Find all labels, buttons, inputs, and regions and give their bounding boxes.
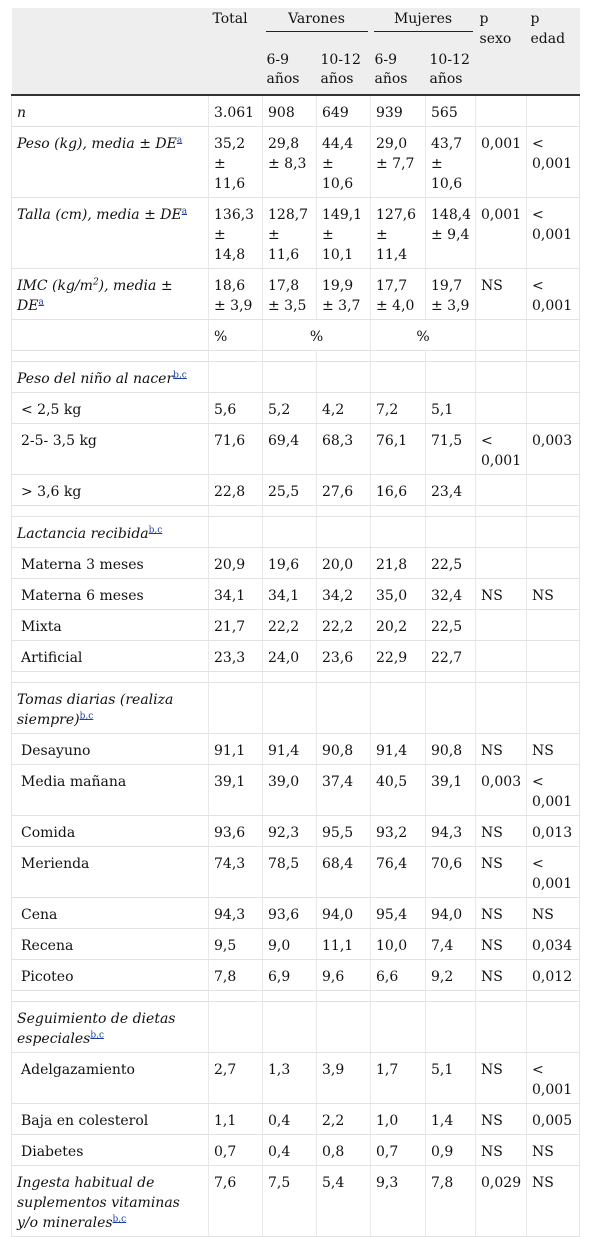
cell-total: 20,9 [209,548,263,579]
row-label: Ingesta habitual de suplementos vitaminas y/o minerales$^{b,c}$ [12,1166,209,1237]
cell-p-edad: NS [527,1166,580,1237]
row-label [12,320,209,351]
cell-total: 9,5 [209,929,263,960]
cell-varones-6-9: 1,3 [263,1053,317,1104]
cell-p-sexo: 0,029 [476,1166,527,1237]
cell-p-edad [527,548,580,579]
row-label: n [12,95,209,127]
cell-p-edad [527,95,580,127]
cell-p-edad [527,610,580,641]
cell-mujeres-10-12: 9,2 [426,960,476,991]
cell-varones-6-9: 7,5 [263,1166,317,1237]
cell-total: 5,6 [209,393,263,424]
row-label: > 3,6 kg [12,475,209,506]
cell-mujeres-6-9: 95,4 [371,898,426,929]
table-row [12,734,580,765]
cell-p-edad: NS [527,579,580,610]
cell-mujeres-10-12: 7,8 [426,1166,476,1237]
table-header [12,8,580,95]
cell-varones-6-9: 69,4 [263,424,317,475]
cell-total: 3.061 [209,95,263,127]
cell-total: 91,1 [209,734,263,765]
cell-varones-6-9: 25,5 [263,475,317,506]
cell-total: 136,3 ± 14,8 [209,198,263,269]
cell-mujeres-6-9: 40,5 [371,765,426,816]
spacer-row [12,672,580,683]
header-mujeres-6-9: 6-9 años [371,49,426,95]
table-row [12,95,580,127]
data-table [11,8,580,1237]
cell-varones-6-9: 92,3 [263,816,317,847]
cell-p-edad: 0,005 [527,1104,580,1135]
row-label: Media mañana [12,765,209,816]
cell-mujeres-10-12: 22,5 [426,610,476,641]
cell-mujeres-10-12: 90,8 [426,734,476,765]
spacer-row [12,506,580,517]
cell-pct-varones: % [263,320,371,351]
footnote-link[interactable]: a [181,206,188,217]
cell-varones-6-9: 128,7 ± 11,6 [263,198,317,269]
cell-mujeres-6-9: 22,9 [371,641,426,672]
cell-mujeres-10-12: 0,9 [426,1135,476,1166]
cell-total: 0,7 [209,1135,263,1166]
footnote-link[interactable]: a [176,135,183,146]
cell-varones-10-12: 44,4 ± 10,6 [317,127,371,198]
cell-varones-10-12: 5,4 [317,1166,371,1237]
cell-total: 35,2 ± 11,6 [209,127,263,198]
table-row [12,816,580,847]
cell-p-sexo: 0,001 [476,127,527,198]
row-label: Comida [12,816,209,847]
cell-pct-total: % [209,320,263,351]
cell-mujeres-6-9: 9,3 [371,1166,426,1237]
percent-row [12,320,580,351]
header-mujeres: Mujeres [371,8,476,49]
cell-p-edad [527,320,580,351]
row-label: Materna 3 meses [12,548,209,579]
cell-mujeres-10-12: 19,7 ± 3,9 [426,269,476,320]
cell-mujeres-6-9: 1,0 [371,1104,426,1135]
cell-mujeres-6-9: 7,2 [371,393,426,424]
cell-varones-10-12: 37,4 [317,765,371,816]
table-row [12,641,580,672]
row-label: Artificial [12,641,209,672]
cell-total: 39,1 [209,765,263,816]
cell-mujeres-6-9: 20,2 [371,610,426,641]
cell-mujeres-10-12: 148,4 ± 9,4 [426,198,476,269]
spacer-row [12,991,580,1002]
cell-total: 21,7 [209,610,263,641]
section-header-row [12,362,580,393]
cell-varones-6-9: 908 [263,95,317,127]
cell-total: 22,8 [209,475,263,506]
cell-mujeres-6-9: 16,6 [371,475,426,506]
table-row [12,929,580,960]
section-title: Lactancia recibida$^{b,c}$ [12,517,209,548]
cell-p-sexo: NS [476,734,527,765]
header-varones-6-9: 6-9 años [263,49,317,95]
cell-p-edad: < 0,001 [527,127,580,198]
cell-p-sexo [476,475,527,506]
spacer-row [12,351,580,362]
cell-varones-10-12: 94,0 [317,898,371,929]
cell-mujeres-10-12: 22,7 [426,641,476,672]
footnote-link[interactable]: b,c [79,711,94,722]
footnote-link[interactable]: a [38,297,44,308]
cell-varones-6-9: 9,0 [263,929,317,960]
cell-varones-6-9: 17,8 ± 3,5 [263,269,317,320]
cell-total: 7,8 [209,960,263,991]
cell-p-edad [527,641,580,672]
cell-p-edad: < 0,001 [527,198,580,269]
cell-total: 94,3 [209,898,263,929]
cell-mujeres-10-12: 32,4 [426,579,476,610]
row-label: Peso (kg), media ± $DE^a$ [12,127,209,198]
cell-varones-10-12: 649 [317,95,371,127]
cell-p-edad: 0,003 [527,424,580,475]
table-row [12,1104,580,1135]
header-total-sub [209,49,263,95]
row-label: Cena [12,898,209,929]
section-header-row [12,683,580,734]
cell-mujeres-6-9: 939 [371,95,426,127]
section-title: Peso del niño al nacer$^{b,c}$ [12,362,209,393]
cell-total: 74,3 [209,847,263,898]
cell-mujeres-6-9: 21,8 [371,548,426,579]
cell-pct-mujeres: % [371,320,476,351]
header-p-sexo-sub [476,49,527,95]
cell-varones-10-12: 68,4 [317,847,371,898]
cell-mujeres-10-12: 5,1 [426,393,476,424]
header-mujeres-10-12: 10-12 años [426,49,476,95]
cell-mujeres-6-9: 76,1 [371,424,426,475]
header-p-sexo: p sexo [476,8,527,49]
header-empty-cell [12,8,209,95]
row-label: Desayuno [12,734,209,765]
cell-mujeres-6-9: 6,6 [371,960,426,991]
table-row [12,898,580,929]
row-label: Materna 6 meses [12,579,209,610]
cell-mujeres-10-12: 5,1 [426,1053,476,1104]
cell-p-sexo: NS [476,579,527,610]
cell-mujeres-10-12: 70,6 [426,847,476,898]
cell-total: 2,7 [209,1053,263,1104]
row-label: 2-5- 3,5 kg [12,424,209,475]
cell-mujeres-10-12: 22,5 [426,548,476,579]
cell-p-sexo: NS [476,929,527,960]
cell-varones-6-9: 6,9 [263,960,317,991]
header-p-edad-sub [527,49,580,95]
table-row [12,548,580,579]
cell-varones-6-9: 19,6 [263,548,317,579]
row-label: Adelgazamiento [12,1053,209,1104]
cell-mujeres-6-9: 91,4 [371,734,426,765]
cell-p-sexo: 0,001 [476,198,527,269]
cell-p-edad: < 0,001 [527,765,580,816]
cell-p-sexo [476,393,527,424]
cell-p-sexo: < 0,001 [476,424,527,475]
cell-varones-6-9: 5,2 [263,393,317,424]
table-row [12,1135,580,1166]
cell-mujeres-10-12: 94,0 [426,898,476,929]
row-label: Talla (cm), media ± $DE^a$ [12,198,209,269]
table-row [12,847,580,898]
cell-p-sexo [476,641,527,672]
cell-varones-10-12: 22,2 [317,610,371,641]
cell-p-edad [527,393,580,424]
cell-mujeres-10-12: 23,4 [426,475,476,506]
row-label: Picoteo [12,960,209,991]
footnote-link[interactable]: b,c [173,370,187,381]
cell-varones-10-12: 19,9 ± 3,7 [317,269,371,320]
cell-p-edad [527,475,580,506]
cell-mujeres-6-9: 76,4 [371,847,426,898]
cell-mujeres-6-9: 35,0 [371,579,426,610]
table-container [11,8,579,1237]
cell-varones-6-9: 22,2 [263,610,317,641]
cell-mujeres-10-12: 1,4 [426,1104,476,1135]
cell-varones-10-12: 95,5 [317,816,371,847]
section-header-row [12,517,580,548]
cell-varones-6-9: 91,4 [263,734,317,765]
cell-mujeres-10-12: 565 [426,95,476,127]
table-row [12,1053,580,1104]
section-header-row [12,1002,580,1053]
cell-p-sexo: NS [476,816,527,847]
cell-total: 18,6 ± 3,9 [209,269,263,320]
cell-p-sexo [476,610,527,641]
cell-varones-6-9: 0,4 [263,1135,317,1166]
row-label: Baja en colesterol [12,1104,209,1135]
cell-p-edad: NS [527,1135,580,1166]
cell-mujeres-6-9: 1,7 [371,1053,426,1104]
cell-mujeres-6-9: 29,0 ± 7,7 [371,127,426,198]
cell-varones-10-12: 2,2 [317,1104,371,1135]
cell-varones-10-12: 27,6 [317,475,371,506]
cell-varones-10-12: 11,1 [317,929,371,960]
cell-p-edad: < 0,001 [527,847,580,898]
cell-varones-10-12: 90,8 [317,734,371,765]
cell-p-edad: 0,034 [527,929,580,960]
cell-varones-10-12: 4,2 [317,393,371,424]
cell-p-sexo: NS [476,269,527,320]
header-p-edad: p edad [527,8,580,49]
cell-p-edad: < 0,001 [527,269,580,320]
cell-varones-6-9: 39,0 [263,765,317,816]
table-row [12,475,580,506]
cell-varones-10-12: 3,9 [317,1053,371,1104]
cell-p-edad: 0,013 [527,816,580,847]
row-label: < 2,5 kg [12,393,209,424]
cell-mujeres-6-9: 0,7 [371,1135,426,1166]
footnote-link[interactable]: b,c [148,525,163,536]
cell-total: 34,1 [209,579,263,610]
cell-p-sexo: NS [476,1104,527,1135]
cell-p-sexo: NS [476,898,527,929]
cell-p-sexo: NS [476,1135,527,1166]
table-row [12,610,580,641]
footnote-link[interactable]: b,c [112,1214,127,1225]
cell-varones-6-9: 78,5 [263,847,317,898]
header-varones-10-12: 10-12 años [317,49,371,95]
cell-mujeres-10-12: 39,1 [426,765,476,816]
cell-varones-10-12: 68,3 [317,424,371,475]
cell-p-sexo [476,95,527,127]
cell-p-edad: NS [527,898,580,929]
cell-total: 23,3 [209,641,263,672]
table-row [12,424,580,475]
cell-mujeres-10-12: 94,3 [426,816,476,847]
cell-varones-10-12: 20,0 [317,548,371,579]
cell-varones-6-9: 24,0 [263,641,317,672]
header-total: Total [209,8,263,49]
cell-total: 93,6 [209,816,263,847]
table-row [12,960,580,991]
cell-p-sexo: NS [476,1053,527,1104]
table-row [12,765,580,816]
cell-p-sexo: NS [476,960,527,991]
cell-varones-10-12: 23,6 [317,641,371,672]
row-label: IMC $(kg/m^2)$, media ± $DE^a$ [12,269,209,320]
table-row [12,127,580,198]
cell-varones-6-9: 34,1 [263,579,317,610]
cell-mujeres-6-9: 17,7 ± 4,0 [371,269,426,320]
cell-p-sexo: NS [476,847,527,898]
cell-mujeres-10-12: 71,5 [426,424,476,475]
cell-varones-10-12: 0,8 [317,1135,371,1166]
cell-total: 71,6 [209,424,263,475]
cell-p-edad: < 0,001 [527,1053,580,1104]
cell-p-sexo [476,320,527,351]
header-varones: Varones [263,8,371,49]
row-label: Merienda [12,847,209,898]
row-label: Diabetes [12,1135,209,1166]
cell-varones-6-9: 93,6 [263,898,317,929]
cell-mujeres-6-9: 127,6 ± 11,4 [371,198,426,269]
row-label: Recena [12,929,209,960]
section-title: Tomas diarias (realiza siempre)$^{b,c}$ [12,683,209,734]
table-row [12,1166,580,1237]
footnote-link[interactable]: b,c [90,1030,105,1041]
section-title: Seguimiento de dietas especiales$^{b,c}$ [12,1002,209,1053]
cell-mujeres-6-9: 10,0 [371,929,426,960]
cell-p-edad: 0,012 [527,960,580,991]
cell-p-sexo: 0,003 [476,765,527,816]
cell-varones-10-12: 149,1 ± 10,1 [317,198,371,269]
table-row [12,198,580,269]
cell-p-sexo [476,548,527,579]
cell-mujeres-10-12: 43,7 ± 10,6 [426,127,476,198]
row-label: Mixta [12,610,209,641]
cell-total: 7,6 [209,1166,263,1237]
cell-p-edad: NS [527,734,580,765]
cell-mujeres-6-9: 93,2 [371,816,426,847]
table-row [12,269,580,320]
table-row [12,393,580,424]
cell-varones-6-9: 0,4 [263,1104,317,1135]
cell-varones-6-9: 29,8 ± 8,3 [263,127,317,198]
cell-total: 1,1 [209,1104,263,1135]
cell-mujeres-10-12: 7,4 [426,929,476,960]
cell-varones-10-12: 9,6 [317,960,371,991]
table-row [12,579,580,610]
cell-varones-10-12: 34,2 [317,579,371,610]
